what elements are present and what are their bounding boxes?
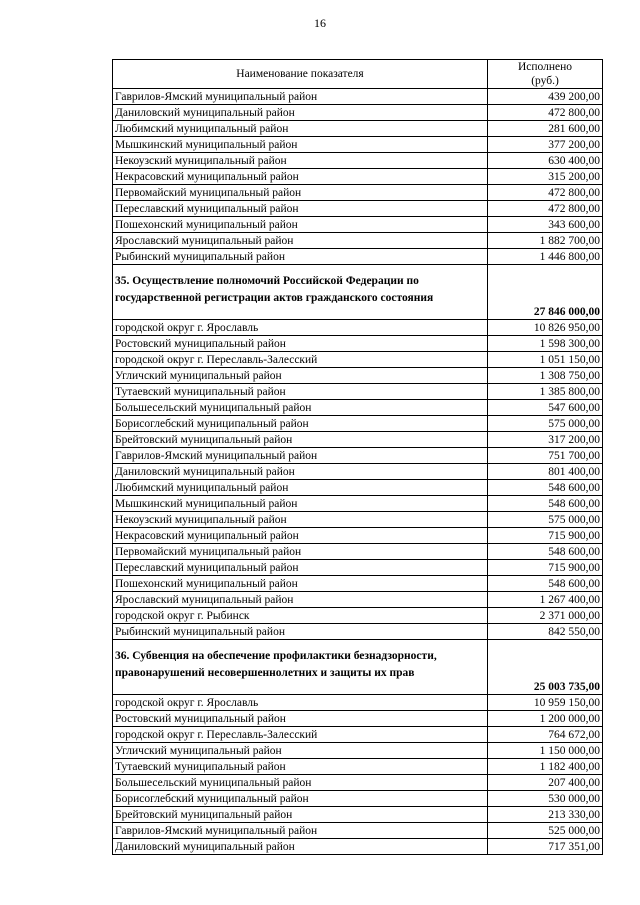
table-row xyxy=(113,608,603,624)
table-row xyxy=(113,201,603,217)
table-row xyxy=(113,448,603,464)
table-row xyxy=(113,336,603,352)
section-header-row xyxy=(113,265,603,320)
section-total: 27 846 000,00 xyxy=(488,265,603,320)
row-name: Даниловский муниципальный район xyxy=(113,839,488,855)
row-name: Некрасовский муниципальный район xyxy=(113,528,488,544)
row-value: 315 200,00 xyxy=(488,169,603,185)
row-value: 343 600,00 xyxy=(488,217,603,233)
table-row xyxy=(113,592,603,608)
row-name: Гаврилов-Ямский муниципальный район xyxy=(113,89,488,105)
table-row xyxy=(113,89,603,105)
row-value: 10 826 950,00 xyxy=(488,320,603,336)
row-name: Гаврилов-Ямский муниципальный район xyxy=(113,448,488,464)
table-row xyxy=(113,217,603,233)
row-value: 801 400,00 xyxy=(488,464,603,480)
row-value: 1 308 750,00 xyxy=(488,368,603,384)
row-value: 207 400,00 xyxy=(488,775,603,791)
table-row xyxy=(113,416,603,432)
row-value: 317 200,00 xyxy=(488,432,603,448)
page-number: 16 xyxy=(314,16,326,30)
row-value: 548 600,00 xyxy=(488,576,603,592)
table-row xyxy=(113,791,603,807)
row-value: 472 800,00 xyxy=(488,105,603,121)
row-value: 281 600,00 xyxy=(488,121,603,137)
row-name: Даниловский муниципальный район xyxy=(113,105,488,121)
row-value: 472 800,00 xyxy=(488,185,603,201)
row-value: 575 000,00 xyxy=(488,512,603,528)
row-name: Брейтовский муниципальный район xyxy=(113,432,488,448)
row-name: городской округ г. Ярославль xyxy=(113,695,488,711)
budget-table xyxy=(112,59,603,855)
row-name: Рыбинский муниципальный район xyxy=(113,249,488,265)
table-row xyxy=(113,695,603,711)
row-name: Даниловский муниципальный район xyxy=(113,464,488,480)
row-name: Тутаевский муниципальный район xyxy=(113,384,488,400)
table-header xyxy=(113,60,603,89)
row-name: Переславский муниципальный район xyxy=(113,560,488,576)
table-row xyxy=(113,576,603,592)
row-value: 1 598 300,00 xyxy=(488,336,603,352)
row-name: Гаврилов-Ямский муниципальный район xyxy=(113,823,488,839)
table-row xyxy=(113,352,603,368)
row-value: 530 000,00 xyxy=(488,791,603,807)
table-row xyxy=(113,249,603,265)
table-row xyxy=(113,400,603,416)
row-value: 439 200,00 xyxy=(488,89,603,105)
table-row xyxy=(113,169,603,185)
table-row xyxy=(113,137,603,153)
row-name: Большесельский муниципальный район xyxy=(113,400,488,416)
row-name: Некоузский муниципальный район xyxy=(113,153,488,169)
header-value-line1: Исполнено xyxy=(517,61,573,73)
row-name: Первомайский муниципальный район xyxy=(113,544,488,560)
row-name: Пошехонский муниципальный район xyxy=(113,576,488,592)
table-row xyxy=(113,711,603,727)
table-row xyxy=(113,512,603,528)
row-value: 715 900,00 xyxy=(488,560,603,576)
row-name: Рыбинский муниципальный район xyxy=(113,624,488,640)
header-value xyxy=(488,60,603,89)
row-value: 1 385 800,00 xyxy=(488,384,603,400)
row-name: городской округ г. Ярославль xyxy=(113,320,488,336)
table-row xyxy=(113,105,603,121)
section-header-row xyxy=(113,640,603,695)
row-name: Ростовский муниципальный район xyxy=(113,336,488,352)
row-value: 548 600,00 xyxy=(488,544,603,560)
row-value: 717 351,00 xyxy=(488,839,603,855)
table-row xyxy=(113,560,603,576)
row-name: городской округ г. Рыбинск xyxy=(113,608,488,624)
row-value: 1 200 000,00 xyxy=(488,711,603,727)
row-name: Некрасовский муниципальный район xyxy=(113,169,488,185)
table-row xyxy=(113,185,603,201)
row-name: Угличский муниципальный район xyxy=(113,368,488,384)
table-row xyxy=(113,727,603,743)
table-row xyxy=(113,233,603,249)
table-row xyxy=(113,839,603,855)
table-row xyxy=(113,432,603,448)
table-row xyxy=(113,480,603,496)
table-row xyxy=(113,153,603,169)
row-name: Ярославский муниципальный район xyxy=(113,233,488,249)
row-value: 575 000,00 xyxy=(488,416,603,432)
section-title: 35. Осуществление полномочий Российской Федерации по государственной регистрации актов гражданского состояния xyxy=(113,265,488,320)
row-value: 213 330,00 xyxy=(488,807,603,823)
table-row xyxy=(113,528,603,544)
row-value: 715 900,00 xyxy=(488,528,603,544)
row-value: 842 550,00 xyxy=(488,624,603,640)
row-value: 547 600,00 xyxy=(488,400,603,416)
row-name: Угличский муниципальный район xyxy=(113,743,488,759)
row-name: Ярославский муниципальный район xyxy=(113,592,488,608)
table-row xyxy=(113,121,603,137)
row-value: 1 267 400,00 xyxy=(488,592,603,608)
row-name: Мышкинский муниципальный район xyxy=(113,137,488,153)
row-name: Борисоглебский муниципальный район xyxy=(113,791,488,807)
row-value: 751 700,00 xyxy=(488,448,603,464)
row-value: 2 371 000,00 xyxy=(488,608,603,624)
table-row xyxy=(113,368,603,384)
header-name: Наименование показателя xyxy=(113,60,488,89)
row-name: Мышкинский муниципальный район xyxy=(113,496,488,512)
section-title: 36. Субвенция на обеспечение профилактики безнадзорности, правонарушений несовершеннолетних и защиты их прав xyxy=(113,640,488,695)
table-row xyxy=(113,384,603,400)
row-name: Борисоглебский муниципальный район xyxy=(113,416,488,432)
row-value: 764 672,00 xyxy=(488,727,603,743)
row-name: Тутаевский муниципальный район xyxy=(113,759,488,775)
row-value: 1 150 000,00 xyxy=(488,743,603,759)
table-row xyxy=(113,743,603,759)
row-name: Брейтовский муниципальный район xyxy=(113,807,488,823)
table-row xyxy=(113,544,603,560)
table-row xyxy=(113,320,603,336)
table-row xyxy=(113,624,603,640)
row-name: Пошехонский муниципальный район xyxy=(113,217,488,233)
row-value: 525 000,00 xyxy=(488,823,603,839)
header-value-line2: (руб.) xyxy=(531,75,559,87)
row-value: 1 882 700,00 xyxy=(488,233,603,249)
row-name: Переславский муниципальный район xyxy=(113,201,488,217)
row-value: 1 182 400,00 xyxy=(488,759,603,775)
row-name: городской округ г. Переславль-Залесский xyxy=(113,727,488,743)
table-row xyxy=(113,775,603,791)
row-value: 377 200,00 xyxy=(488,137,603,153)
row-name: Некоузский муниципальный район xyxy=(113,512,488,528)
row-value: 630 400,00 xyxy=(488,153,603,169)
section-total: 25 003 735,00 xyxy=(488,640,603,695)
row-value: 1 051 150,00 xyxy=(488,352,603,368)
table-row xyxy=(113,823,603,839)
row-value: 472 800,00 xyxy=(488,201,603,217)
row-name: Первомайский муниципальный район xyxy=(113,185,488,201)
row-name: Ростовский муниципальный район xyxy=(113,711,488,727)
table-row xyxy=(113,496,603,512)
row-name: Любимский муниципальный район xyxy=(113,480,488,496)
row-value: 10 959 150,00 xyxy=(488,695,603,711)
table-body xyxy=(113,89,603,855)
table-row xyxy=(113,759,603,775)
row-value: 1 446 800,00 xyxy=(488,249,603,265)
table-row xyxy=(113,464,603,480)
row-value: 548 600,00 xyxy=(488,480,603,496)
row-name: городской округ г. Переславль-Залесский xyxy=(113,352,488,368)
row-name: Любимский муниципальный район xyxy=(113,121,488,137)
row-name: Большесельский муниципальный район xyxy=(113,775,488,791)
table-row xyxy=(113,807,603,823)
row-value: 548 600,00 xyxy=(488,496,603,512)
